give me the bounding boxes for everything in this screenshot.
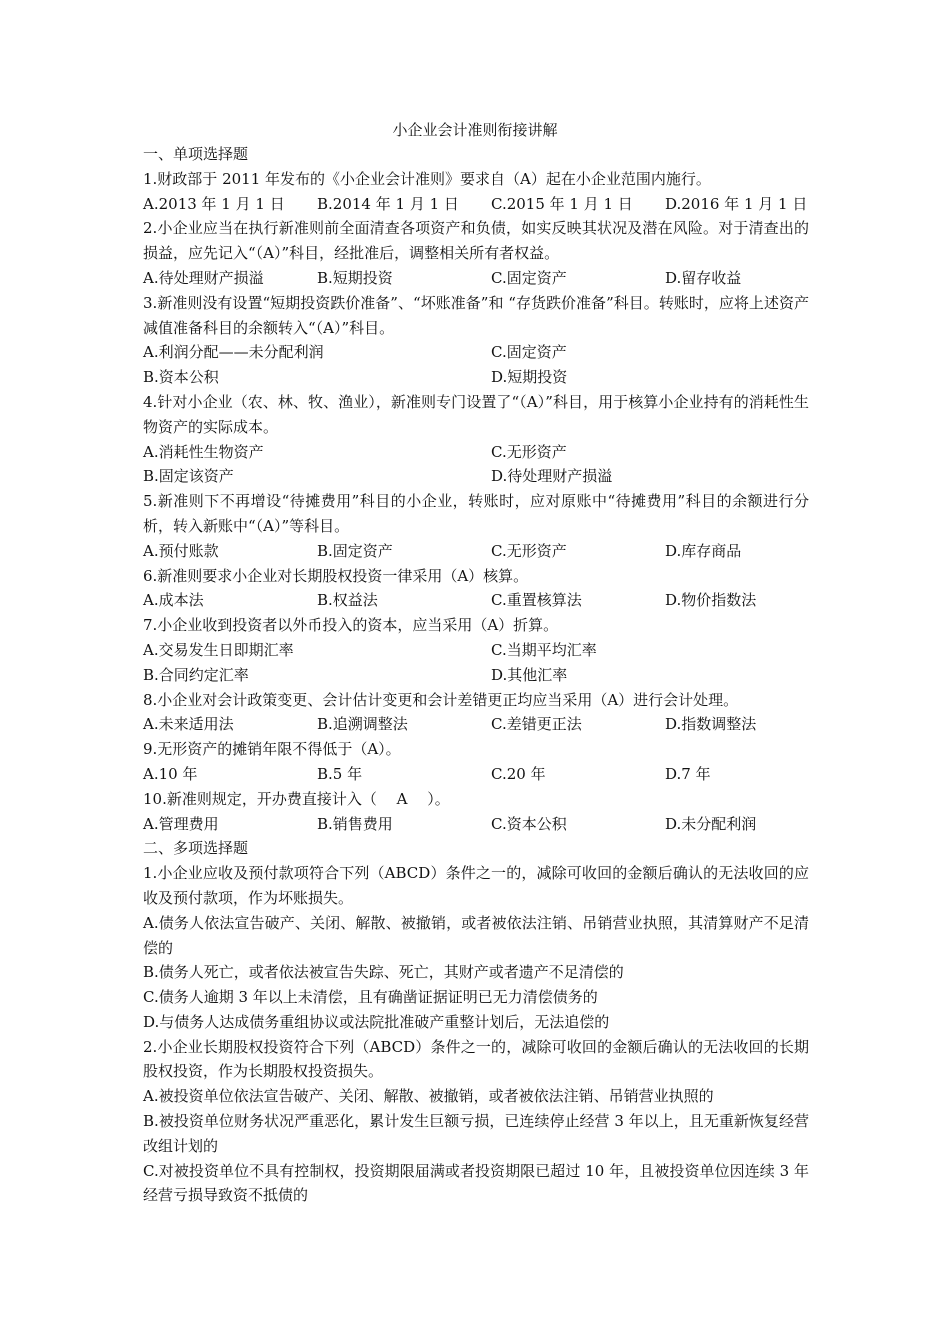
section-heading-multiple-choice: 二、多项选择题 (143, 839, 249, 858)
option-row (143, 340, 809, 365)
option: D.短期投资 (491, 368, 568, 387)
option: C.对被投资单位不具有控制权，投资期限届满或者投资期限已超过 10 年，且被投资单位因连续 3 年经营亏损导致资不抵债的 (143, 1161, 809, 1205)
document-body (143, 142, 809, 1208)
option: A.待处理财产损溢 (143, 268, 264, 287)
option-row (143, 663, 809, 688)
question-text: 9.无形资产的摊销年限不得低于（A）。 (143, 740, 401, 759)
section-heading-single-choice: 一、单项选择题 (143, 145, 249, 163)
option: D.2016 年 1 月 1 日 (665, 194, 808, 213)
option: D.其他汇率 (491, 665, 568, 684)
option-row (143, 812, 809, 837)
option: B.固定该资产 (143, 467, 234, 486)
option: B.固定资产 (317, 541, 393, 560)
option: D.库存商品 (665, 541, 742, 560)
option: A.10 年 (143, 764, 198, 783)
option: D.待处理财产损溢 (491, 467, 613, 486)
option-row (143, 712, 809, 737)
option: C.债务人逾期 3 年以上未清偿，且有确凿证据证明已无力清偿债务的 (143, 988, 598, 1007)
option: D.留存收益 (665, 268, 742, 287)
option: A.未来适用法 (143, 715, 234, 734)
document-title: 小企业会计准则衔接讲解 (392, 121, 558, 139)
option: B.2014 年 1 月 1 日 (317, 194, 459, 213)
option: B.短期投资 (317, 268, 393, 287)
question-text: 10.新准则规定，开办费直接计入（ A ）。 (143, 789, 450, 808)
option-row (143, 365, 809, 390)
option: D.7 年 (665, 764, 711, 783)
option: B.债务人死亡，或者依法被宣告失踪、死亡，其财产或者遗产不足清偿的 (143, 963, 624, 982)
question-text: 4.针对小企业（农、林、牧、渔业），新准则专门设置了“（A）”科目，用于核算小企业持有的消耗性生物资产的实际成本。 (143, 392, 809, 436)
question-text: 2.小企业应当在执行新准则前全面清查各项资产和负债，如实反映其状况及潜在风险。对于清查出的损益，应先记入“（A）”科目，经批准后，调整相关所有者权益。 (143, 219, 809, 263)
question-text: 2.小企业长期股权投资符合下列（ABCD）条件之一的，减除可收回的金额后确认的无法收回的长期股权投资，作为长期股权投资损失。 (143, 1037, 809, 1081)
option: C.20 年 (491, 764, 546, 783)
option: B.权益法 (317, 591, 378, 610)
option-row (143, 539, 809, 564)
option: C.当期平均汇率 (491, 640, 597, 659)
question-text: 6.新准则要求小企业对长期股权投资一律采用（A）核算。 (143, 566, 529, 585)
option-row (143, 638, 809, 663)
option: C.重置核算法 (491, 591, 582, 610)
option: C.固定资产 (491, 268, 567, 287)
option: D.指数调整法 (665, 715, 757, 734)
option: D.物价指数法 (665, 591, 757, 610)
option-row (143, 192, 809, 217)
option: A.债务人依法宣告破产、关闭、解散、被撤销，或者被依法注销、吊销营业执照，其清算财产不足清偿的 (143, 913, 809, 957)
option: A.2013 年 1 月 1 日 (143, 194, 285, 213)
option: C.无形资产 (491, 541, 567, 560)
option: C.资本公积 (491, 814, 567, 833)
option: D.未分配利润 (665, 814, 757, 833)
option: A.预付账款 (143, 541, 219, 560)
option: B.被投资单位财务状况严重恶化，累计发生巨额亏损，已连续停止经营 3 年以上，且无重新恢复经营改组计划的 (143, 1112, 809, 1155)
option: A.成本法 (143, 591, 204, 610)
option-row (143, 266, 809, 291)
option: C.固定资产 (491, 343, 567, 362)
question-text: 3.新准则没有设置“短期投资跌价准备”、“坏账准备”和 “存货跌价准备”科目。转账时，应将上述资产减值准备科目的余额转入“（A）”科目。 (143, 293, 809, 337)
option: A.利润分配——未分配利润 (143, 343, 324, 362)
question-text: 1.财政部于 2011 年发布的《小企业会计准则》要求自（A）起在小企业范围内施行。 (143, 169, 711, 188)
option: A.管理费用 (143, 814, 219, 833)
option: B.资本公积 (143, 368, 219, 387)
option-row (143, 464, 809, 489)
question-text: 7.小企业收到投资者以外币投入的资本，应当采用（A）折算。 (143, 616, 559, 635)
option-row (143, 440, 809, 465)
option: A.交易发生日即期汇率 (143, 640, 294, 659)
question-text: 8.小企业对会计政策变更、会计估计变更和会计差错更正均应当采用（A）进行会计处理。 (143, 690, 739, 709)
question-text: 5.新准则下不再增设“待摊费用”科目的小企业，转账时，应对原账中“待摊费用”科目的余额进行分析，转入新账中“（A）”等科目。 (143, 492, 809, 535)
option: C.差错更正法 (491, 715, 582, 734)
question-text: 1.小企业应收及预付款项符合下列（ABCD）条件之一的，减除可收回的金额后确认的无法收回的应收及预付款项，作为坏账损失。 (143, 864, 809, 907)
option-row (143, 588, 809, 613)
option: B.追溯调整法 (317, 715, 408, 734)
option: A.被投资单位依法宣告破产、关闭、解散、被撤销，或者被依法注销、吊销营业执照的 (143, 1087, 714, 1106)
option: C.2015 年 1 月 1 日 (491, 194, 633, 213)
option: B.合同约定汇率 (143, 665, 249, 684)
option: B.5 年 (317, 764, 363, 783)
option-row (143, 762, 809, 787)
option: C.无形资产 (491, 442, 567, 461)
option: A.消耗性生物资产 (143, 442, 264, 461)
option: D.与债务人达成债务重组协议或法院批准破产重整计划后，无法追偿的 (143, 1012, 610, 1031)
option: B.销售费用 (317, 814, 393, 833)
